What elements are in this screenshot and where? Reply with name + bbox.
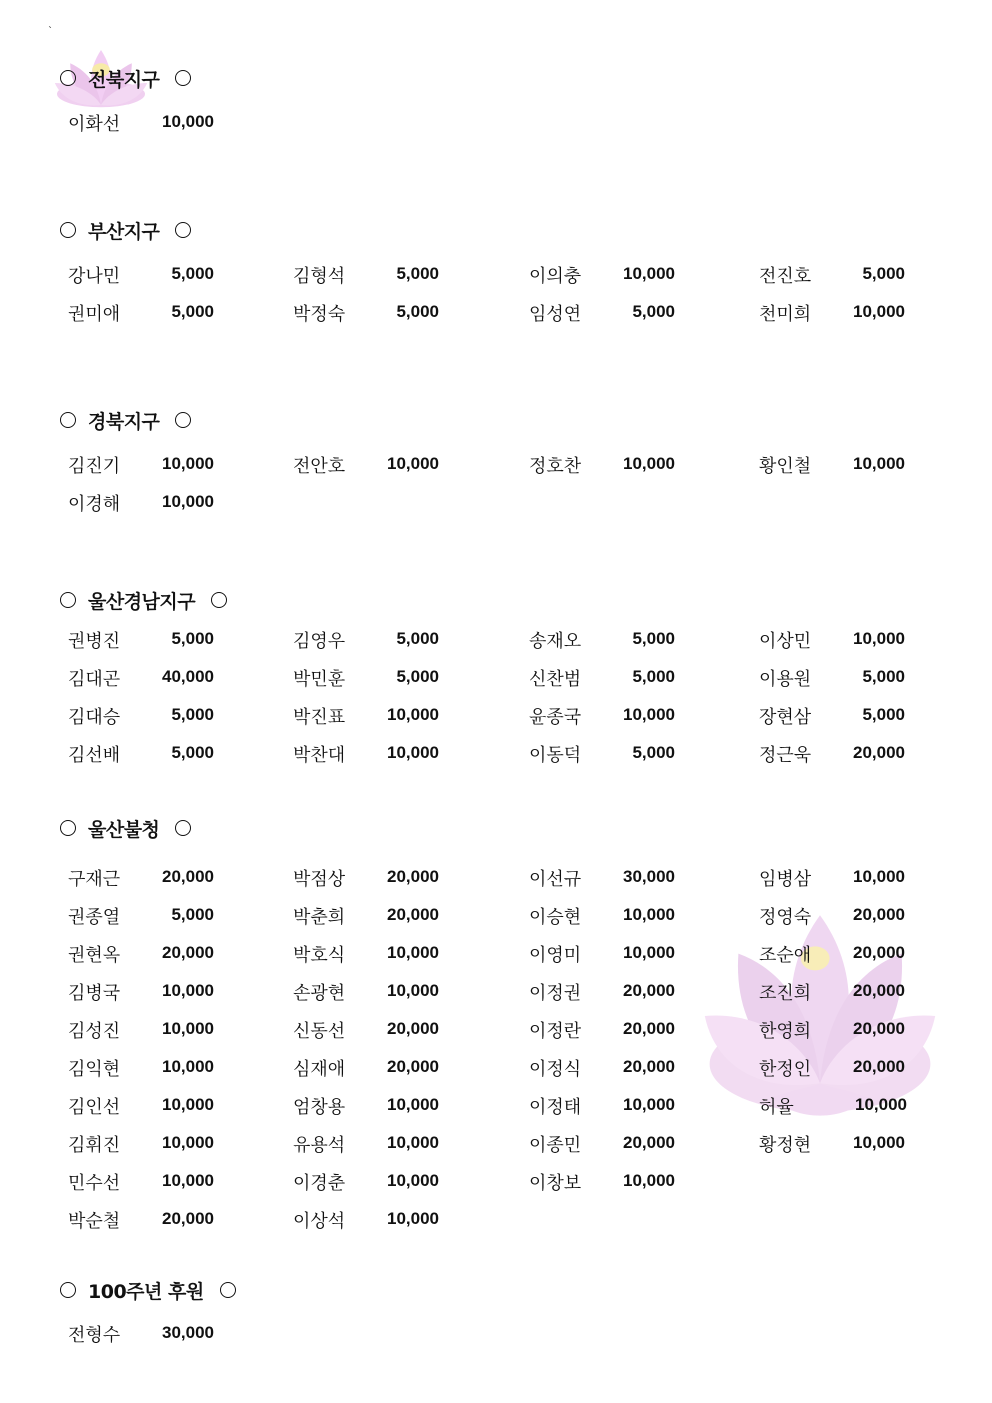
donor-row xyxy=(0,903,992,927)
donation-amount: 20,000 xyxy=(387,867,439,886)
donor-name: 윤종국 xyxy=(529,707,582,728)
circle-icon xyxy=(60,820,76,836)
donation-amount: 10,000 xyxy=(387,1209,439,1228)
donor-name: 장현삼 xyxy=(759,707,812,728)
donor-name: 이영미 xyxy=(529,945,582,966)
donation-amount: 10,000 xyxy=(162,454,214,473)
donation-amount: 10,000 xyxy=(623,1171,675,1190)
section-title: 울산불청 xyxy=(88,818,160,841)
donation-amount: 20,000 xyxy=(853,1019,905,1038)
donor-row xyxy=(0,1093,992,1117)
circle-icon xyxy=(211,592,227,608)
donor-name: 이상석 xyxy=(293,1211,346,1232)
donor-row xyxy=(0,979,992,1003)
donor-name: 이선규 xyxy=(529,869,582,890)
donation-amount: 5,000 xyxy=(396,667,439,686)
donor-name: 정영숙 xyxy=(759,907,812,928)
donor-name: 박점상 xyxy=(293,869,346,890)
donor-name: 김선배 xyxy=(68,745,121,766)
donor-name: 전안호 xyxy=(293,456,346,477)
donation-amount: 10,000 xyxy=(387,705,439,724)
donation-amount: 10,000 xyxy=(162,1171,214,1190)
circle-icon xyxy=(175,222,191,238)
donation-amount: 5,000 xyxy=(632,302,675,321)
donor-name: 엄창용 xyxy=(293,1097,346,1118)
donor-row xyxy=(0,941,992,965)
donation-amount: 5,000 xyxy=(171,264,214,283)
donation-amount: 10,000 xyxy=(623,943,675,962)
donation-amount: 20,000 xyxy=(623,981,675,1000)
donor-name: 김대곤 xyxy=(68,669,121,690)
circle-icon xyxy=(220,1282,236,1298)
donation-amount: 10,000 xyxy=(387,943,439,962)
donation-amount: 20,000 xyxy=(162,867,214,886)
donor-name: 이창보 xyxy=(529,1173,582,1194)
donor-name: 송재오 xyxy=(529,631,582,652)
section-heading xyxy=(60,408,191,432)
donor-name: 임병삼 xyxy=(759,869,812,890)
donor-name: 박정숙 xyxy=(293,304,346,325)
donor-name: 권현옥 xyxy=(68,945,121,966)
donor-name: 신찬범 xyxy=(529,669,582,690)
donation-amount: 5,000 xyxy=(396,629,439,648)
donation-amount: 5,000 xyxy=(396,302,439,321)
section-title: 100주년 후원 xyxy=(88,1280,204,1303)
donor-row xyxy=(0,865,992,889)
donation-amount: 10,000 xyxy=(853,629,905,648)
donation-amount: 10,000 xyxy=(162,1019,214,1038)
donation-amount: 30,000 xyxy=(162,1323,214,1342)
donation-amount: 5,000 xyxy=(396,264,439,283)
donation-amount: 10,000 xyxy=(623,264,675,283)
section-heading xyxy=(60,66,191,90)
donor-name: 이동덕 xyxy=(529,745,582,766)
donation-amount: 5,000 xyxy=(862,264,905,283)
donor-row xyxy=(0,1169,992,1193)
donation-amount: 10,000 xyxy=(387,1095,439,1114)
donation-amount: 5,000 xyxy=(171,705,214,724)
donor-name: 김형석 xyxy=(293,266,346,287)
circle-icon xyxy=(175,412,191,428)
donor-name: 전진호 xyxy=(759,266,812,287)
donor-row xyxy=(0,1321,992,1345)
donation-amount: 20,000 xyxy=(162,943,214,962)
donor-row xyxy=(0,1017,992,1041)
donor-name: 박춘희 xyxy=(293,907,346,928)
section-title: 부산지구 xyxy=(88,220,160,243)
donor-name: 이용원 xyxy=(759,669,812,690)
donation-amount: 20,000 xyxy=(623,1133,675,1152)
donor-name: 정호찬 xyxy=(529,456,582,477)
donation-amount: 10,000 xyxy=(853,1133,905,1152)
section-title: 울산경남지구 xyxy=(88,590,196,613)
donor-name: 이종민 xyxy=(529,1135,582,1156)
donor-name: 손광현 xyxy=(293,983,346,1004)
donor-name: 허율 xyxy=(759,1097,794,1118)
donation-amount: 10,000 xyxy=(853,454,905,473)
donor-name: 구재근 xyxy=(68,869,121,890)
donor-name: 김대승 xyxy=(68,707,121,728)
donation-amount: 5,000 xyxy=(862,705,905,724)
donation-amount: 30,000 xyxy=(623,867,675,886)
circle-icon xyxy=(60,1282,76,1298)
section-title: 전북지구 xyxy=(88,68,160,91)
donor-row xyxy=(0,665,992,689)
donor-name: 김익현 xyxy=(68,1059,121,1080)
donation-amount: 10,000 xyxy=(853,302,905,321)
donation-amount: 10,000 xyxy=(623,705,675,724)
donation-amount: 10,000 xyxy=(623,905,675,924)
donor-name: 이정권 xyxy=(529,983,582,1004)
donation-amount: 20,000 xyxy=(387,905,439,924)
donor-name: 조순애 xyxy=(759,945,812,966)
donor-row xyxy=(0,1207,992,1231)
donor-name: 김휘진 xyxy=(68,1135,121,1156)
section-heading xyxy=(60,1278,236,1302)
donor-name: 이경해 xyxy=(68,494,121,515)
donation-amount: 20,000 xyxy=(853,981,905,1000)
donation-amount: 20,000 xyxy=(387,1057,439,1076)
donor-name: 황정현 xyxy=(759,1135,812,1156)
donor-row xyxy=(0,262,992,286)
donor-name: 이상민 xyxy=(759,631,812,652)
donor-name: 이의충 xyxy=(529,266,582,287)
donation-amount: 5,000 xyxy=(862,667,905,686)
donor-row xyxy=(0,703,992,727)
circle-icon xyxy=(60,412,76,428)
donor-name: 황인철 xyxy=(759,456,812,477)
donor-row xyxy=(0,490,992,514)
donation-amount: 10,000 xyxy=(387,454,439,473)
donor-name: 강나민 xyxy=(68,266,121,287)
donor-row xyxy=(0,741,992,765)
section-heading xyxy=(60,218,191,242)
donor-name: 심재애 xyxy=(293,1059,346,1080)
donation-amount: 20,000 xyxy=(853,1057,905,1076)
donor-name: 김인선 xyxy=(68,1097,121,1118)
donor-row xyxy=(0,1131,992,1155)
donation-amount: 10,000 xyxy=(623,1095,675,1114)
donation-amount: 20,000 xyxy=(623,1019,675,1038)
section-heading xyxy=(60,588,227,612)
section-heading xyxy=(60,816,191,840)
donation-amount: 10,000 xyxy=(387,1171,439,1190)
donor-name: 박호식 xyxy=(293,945,346,966)
donation-amount: 20,000 xyxy=(387,1019,439,1038)
donation-amount: 5,000 xyxy=(171,743,214,762)
donation-amount: 20,000 xyxy=(853,905,905,924)
donation-amount: 20,000 xyxy=(623,1057,675,1076)
donor-name: 이정식 xyxy=(529,1059,582,1080)
donor-name: 민수선 xyxy=(68,1173,121,1194)
donation-amount: 10,000 xyxy=(387,981,439,1000)
donation-amount: 5,000 xyxy=(632,667,675,686)
circle-icon xyxy=(175,70,191,86)
donor-name: 박민훈 xyxy=(293,669,346,690)
donor-name: 김영우 xyxy=(293,631,346,652)
donation-amount: 10,000 xyxy=(853,867,905,886)
donation-amount: 10,000 xyxy=(855,1095,907,1114)
donor-row xyxy=(0,452,992,476)
donation-amount: 5,000 xyxy=(171,629,214,648)
donor-name: 이승현 xyxy=(529,907,582,928)
donor-name: 권종열 xyxy=(68,907,121,928)
donor-name: 권미애 xyxy=(68,304,121,325)
donation-amount: 10,000 xyxy=(162,1095,214,1114)
donor-name: 이경춘 xyxy=(293,1173,346,1194)
donation-amount: 20,000 xyxy=(853,743,905,762)
donor-name: 한정인 xyxy=(759,1059,812,1080)
donor-name: 조진희 xyxy=(759,983,812,1004)
donation-amount: 10,000 xyxy=(623,454,675,473)
donor-name: 김성진 xyxy=(68,1021,121,1042)
donor-name: 정근욱 xyxy=(759,745,812,766)
donation-amount: 10,000 xyxy=(162,112,214,131)
donation-amount: 5,000 xyxy=(632,743,675,762)
donor-name: 김진기 xyxy=(68,456,121,477)
donor-name: 유용석 xyxy=(293,1135,346,1156)
circle-icon xyxy=(60,70,76,86)
donation-amount: 5,000 xyxy=(171,905,214,924)
donor-name: 김병국 xyxy=(68,983,121,1004)
donation-amount: 20,000 xyxy=(853,943,905,962)
donor-name: 임성연 xyxy=(529,304,582,325)
donation-amount: 10,000 xyxy=(162,981,214,1000)
donor-name: 박진표 xyxy=(293,707,346,728)
donation-amount: 10,000 xyxy=(162,1133,214,1152)
donation-amount: 10,000 xyxy=(387,743,439,762)
donation-amount: 10,000 xyxy=(162,492,214,511)
donation-amount: 5,000 xyxy=(171,302,214,321)
section-title: 경북지구 xyxy=(88,410,160,433)
circle-icon xyxy=(175,820,191,836)
circle-icon xyxy=(60,222,76,238)
donor-name: 권병진 xyxy=(68,631,121,652)
donor-name: 이정태 xyxy=(529,1097,582,1118)
donor-name: 이화선 xyxy=(68,114,121,135)
donor-row xyxy=(0,110,992,134)
donation-amount: 10,000 xyxy=(162,1057,214,1076)
donor-name: 박순철 xyxy=(68,1211,121,1232)
donor-name: 한영희 xyxy=(759,1021,812,1042)
donor-name: 전형수 xyxy=(68,1325,121,1346)
donor-name: 신동선 xyxy=(293,1021,346,1042)
donor-name: 천미희 xyxy=(759,304,812,325)
donation-amount: 5,000 xyxy=(632,629,675,648)
stray-mark: ` xyxy=(48,26,53,37)
donor-row xyxy=(0,300,992,324)
donation-amount: 40,000 xyxy=(162,667,214,686)
donation-amount: 20,000 xyxy=(162,1209,214,1228)
donor-row xyxy=(0,627,992,651)
donor-name: 박찬대 xyxy=(293,745,346,766)
circle-icon xyxy=(60,592,76,608)
donation-amount: 10,000 xyxy=(387,1133,439,1152)
donor-name: 이정란 xyxy=(529,1021,582,1042)
donor-row xyxy=(0,1055,992,1079)
